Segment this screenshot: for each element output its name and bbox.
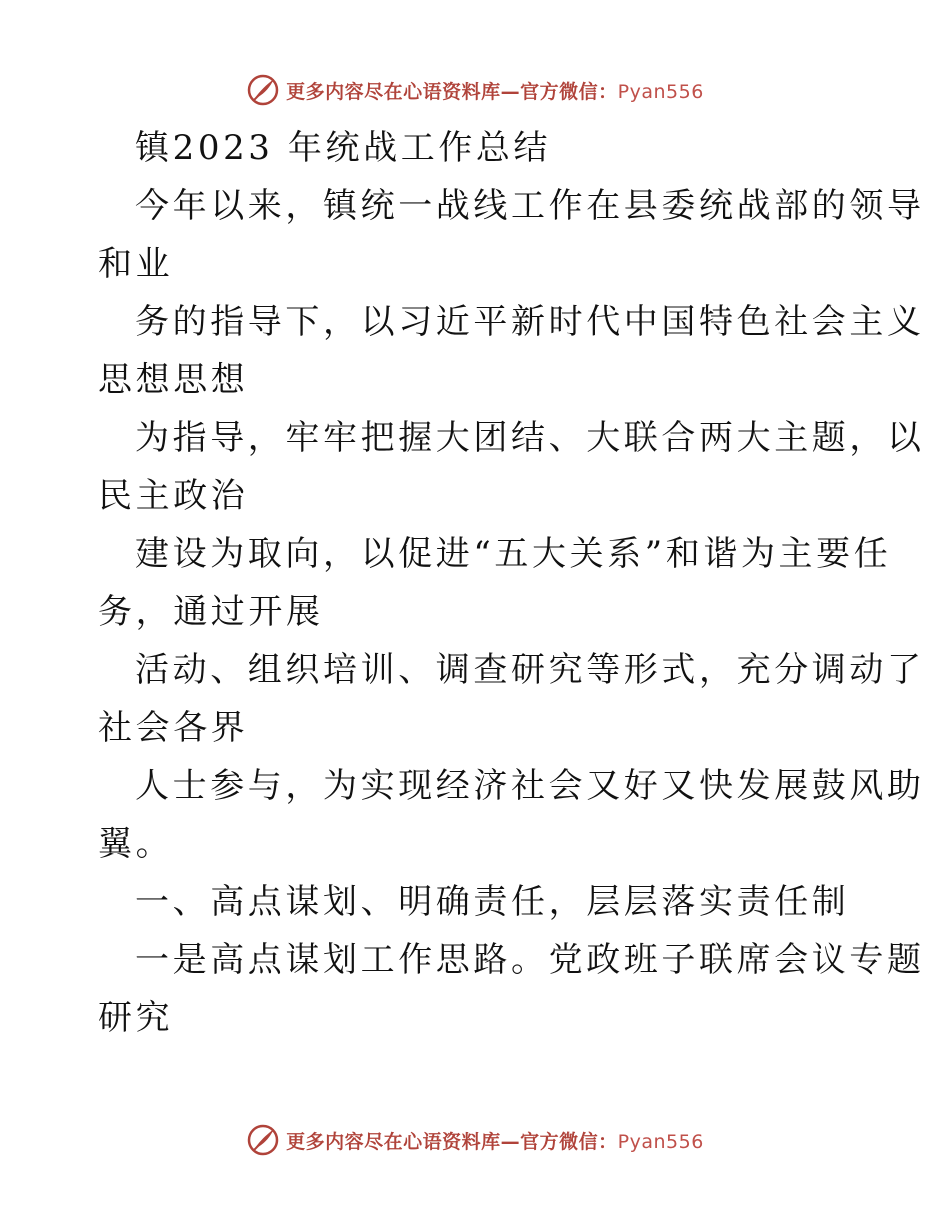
paragraph-line: 活动、组织培训、调查研究等形式，充分调动了 bbox=[135, 650, 925, 690]
paragraph-line: 和业 bbox=[98, 244, 174, 284]
document-title: 镇2023 年统战工作总结 bbox=[135, 128, 552, 168]
paragraph-line: 民主政治 bbox=[98, 476, 249, 516]
paragraph-line: 务，通过开展 bbox=[98, 592, 324, 632]
paragraph-line: 研究 bbox=[98, 998, 174, 1038]
quill-logo-icon bbox=[246, 1123, 280, 1157]
paragraph-line: 翼。 bbox=[98, 824, 174, 864]
paragraph-line: 为指导，牢牢把握大团结、大联合两大主题，以 bbox=[135, 418, 925, 458]
paragraph-line: 今年以来，镇统一战线工作在县委统战部的领导 bbox=[135, 186, 925, 226]
watermark-text: 更多内容尽在心语资料库—官方微信：Pyan556 bbox=[286, 1130, 704, 1153]
paragraph-line: 社会各界 bbox=[98, 708, 249, 748]
paragraph-line: 建设为取向，以促进“五大关系”和谐为主要任 bbox=[135, 534, 892, 574]
section-heading: 一、高点谋划、明确责任，层层落实责任制 bbox=[135, 882, 850, 922]
watermark-text: 更多内容尽在心语资料库—官方微信：Pyan556 bbox=[286, 80, 704, 103]
quill-logo-icon bbox=[246, 73, 280, 107]
paragraph-line: 人士参与，为实现经济社会又好又快发展鼓风助 bbox=[135, 766, 925, 806]
header-watermark bbox=[0, 70, 950, 110]
paragraph-line: 一是高点谋划工作思路。党政班子联席会议专题 bbox=[135, 940, 925, 980]
paragraph-line: 思想思想 bbox=[98, 360, 249, 400]
footer-watermark bbox=[0, 1120, 950, 1160]
paragraph-line: 务的指导下，以习近平新时代中国特色社会主义 bbox=[135, 302, 925, 342]
